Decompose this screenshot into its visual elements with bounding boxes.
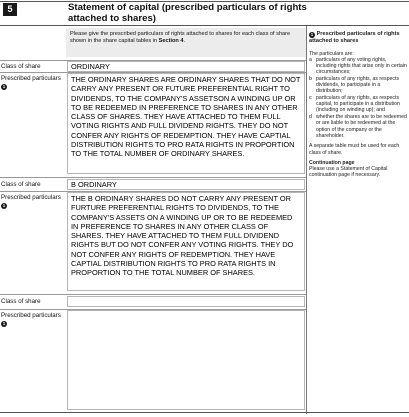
instructions-box bbox=[66, 28, 306, 57]
class-of-share-label: Class of share bbox=[1, 298, 41, 305]
prescribed-particulars-field[interactable]: THE ORDINARY SHARES ARE ORDINARY SHARES THAT DO NOT CARRY ANY PRESENT OR FUTURE PREFERENTIAL RIGHT TO DIVIDENDS, TO THE COMPANY'S ASSETSON A WINDING UP OR TO BE REDEEMED IN PREFERENCE TO SHARES IN ANY OTHER CLASS OF SHARES. THEY HAVE ATTACHED TO THEM FULL VOTING RIGHTS AND FULL DIVIDEND RIGHTS. THEY DO NOT CONFER ANY RIGHTS OF REDEMPTION. THEY HAVE CAPTIAL DISTRIBUTION RIGHTS TO PRO RATA RIGHTS IN PROPORTION TO THE TOTAL NUMBER OF ORDINARY SHARES. bbox=[67, 73, 305, 174]
prescribed-particulars-label-text: Prescribed particulars bbox=[1, 75, 61, 82]
class-of-share-field[interactable]: B ORDINARY bbox=[67, 179, 305, 190]
class-of-share-label: Class of share bbox=[1, 181, 41, 188]
class-of-share-label: Class of share bbox=[1, 63, 41, 70]
sidebar-list-item: b particulars of any rights, as respects dividends, to participate in a distribution; bbox=[309, 75, 400, 95]
class-of-share-field[interactable] bbox=[67, 296, 305, 307]
sidebar-list bbox=[309, 57, 407, 139]
sidebar-list-item: c particulars of any rights, as respects capital, to participate in a distribution (including on winding up); and bbox=[309, 95, 400, 114]
sidebar-heading bbox=[309, 31, 407, 45]
column-divider bbox=[306, 26, 307, 414]
row-divider bbox=[0, 294, 306, 295]
prescribed-particulars-field[interactable]: THE B ORDINARY SHARES DO NOT CARRY ANY PRESENT OR FURTURE PREFERENTIAL RIGHTS TO DIVIDENDS, TO THE COMPANY'S ASSETS ON A WINDING UP OR TO BE REDEEMED IN PREFERENCE TO SHARES IN ANY OTHER CLASS OF SHARES. THEY HAVE ATTACHED TO THEM FULL DIVIDEND RIGHTS BUT DO NOT CONFER ANY VOTING RIGHTS. THEY DO NOT CONFER ANY RIGHTS OF REDEMPTION. THEY HAVE CAPTIAL DISTRIBUTION RIGHTS TO PRO RATA RIGHTS IN PROPORTION TO THE TOTAL NUMBER OF SHARES. bbox=[67, 192, 305, 291]
instructions-end: . bbox=[183, 38, 186, 45]
instructions-ref: Section 4 bbox=[158, 38, 184, 45]
sidebar-separate-note: A separate table must be used for each class of share. bbox=[309, 143, 400, 156]
prescribed-particulars-label-text: Prescribed particulars bbox=[1, 194, 61, 201]
class-of-share-field[interactable]: ORDINARY bbox=[67, 61, 305, 72]
prescribed-particulars-field[interactable] bbox=[67, 310, 305, 410]
info-icon: 1 bbox=[2, 202, 6, 208]
prescribed-particulars-label bbox=[1, 75, 65, 90]
instructions-text: Please give the prescribed particulars of rights attached to shares for each class of share shown in the share capital tables in bbox=[70, 31, 291, 45]
sidebar-list-item: a particulars of any voting rights, including rights that arise only in certain circumstances; bbox=[309, 56, 407, 76]
info-icon: 1 bbox=[2, 83, 6, 89]
sidebar-list-item: d whether the shares are to be redeemed or are liable to be redeemed at the option of the company or the shareholder. bbox=[309, 114, 407, 139]
info-icon: 1 bbox=[310, 32, 314, 37]
continuation-text: Please use a Statement of Capital continuation page if necessary. bbox=[309, 166, 388, 179]
section-number-badge: 5 bbox=[3, 3, 17, 16]
sidebar-intro: The particulars are: bbox=[309, 50, 354, 57]
sidebar-heading-text: Prescribed particulars of rights attached to shares bbox=[309, 31, 400, 44]
prescribed-particulars-label bbox=[1, 312, 65, 327]
row-divider bbox=[0, 177, 306, 178]
prescribed-particulars-label-text: Prescribed particulars bbox=[1, 312, 61, 319]
info-icon: 1 bbox=[2, 320, 6, 326]
section-title: Statement of capital (prescribed particulars of rights attached to shares) bbox=[68, 2, 307, 24]
sidebar-guidance bbox=[309, 31, 407, 178]
prescribed-particulars-label bbox=[1, 194, 65, 209]
bottom-rule bbox=[0, 412, 409, 413]
title-rule bbox=[0, 25, 409, 26]
continuation-heading: Continuation page bbox=[309, 159, 355, 166]
